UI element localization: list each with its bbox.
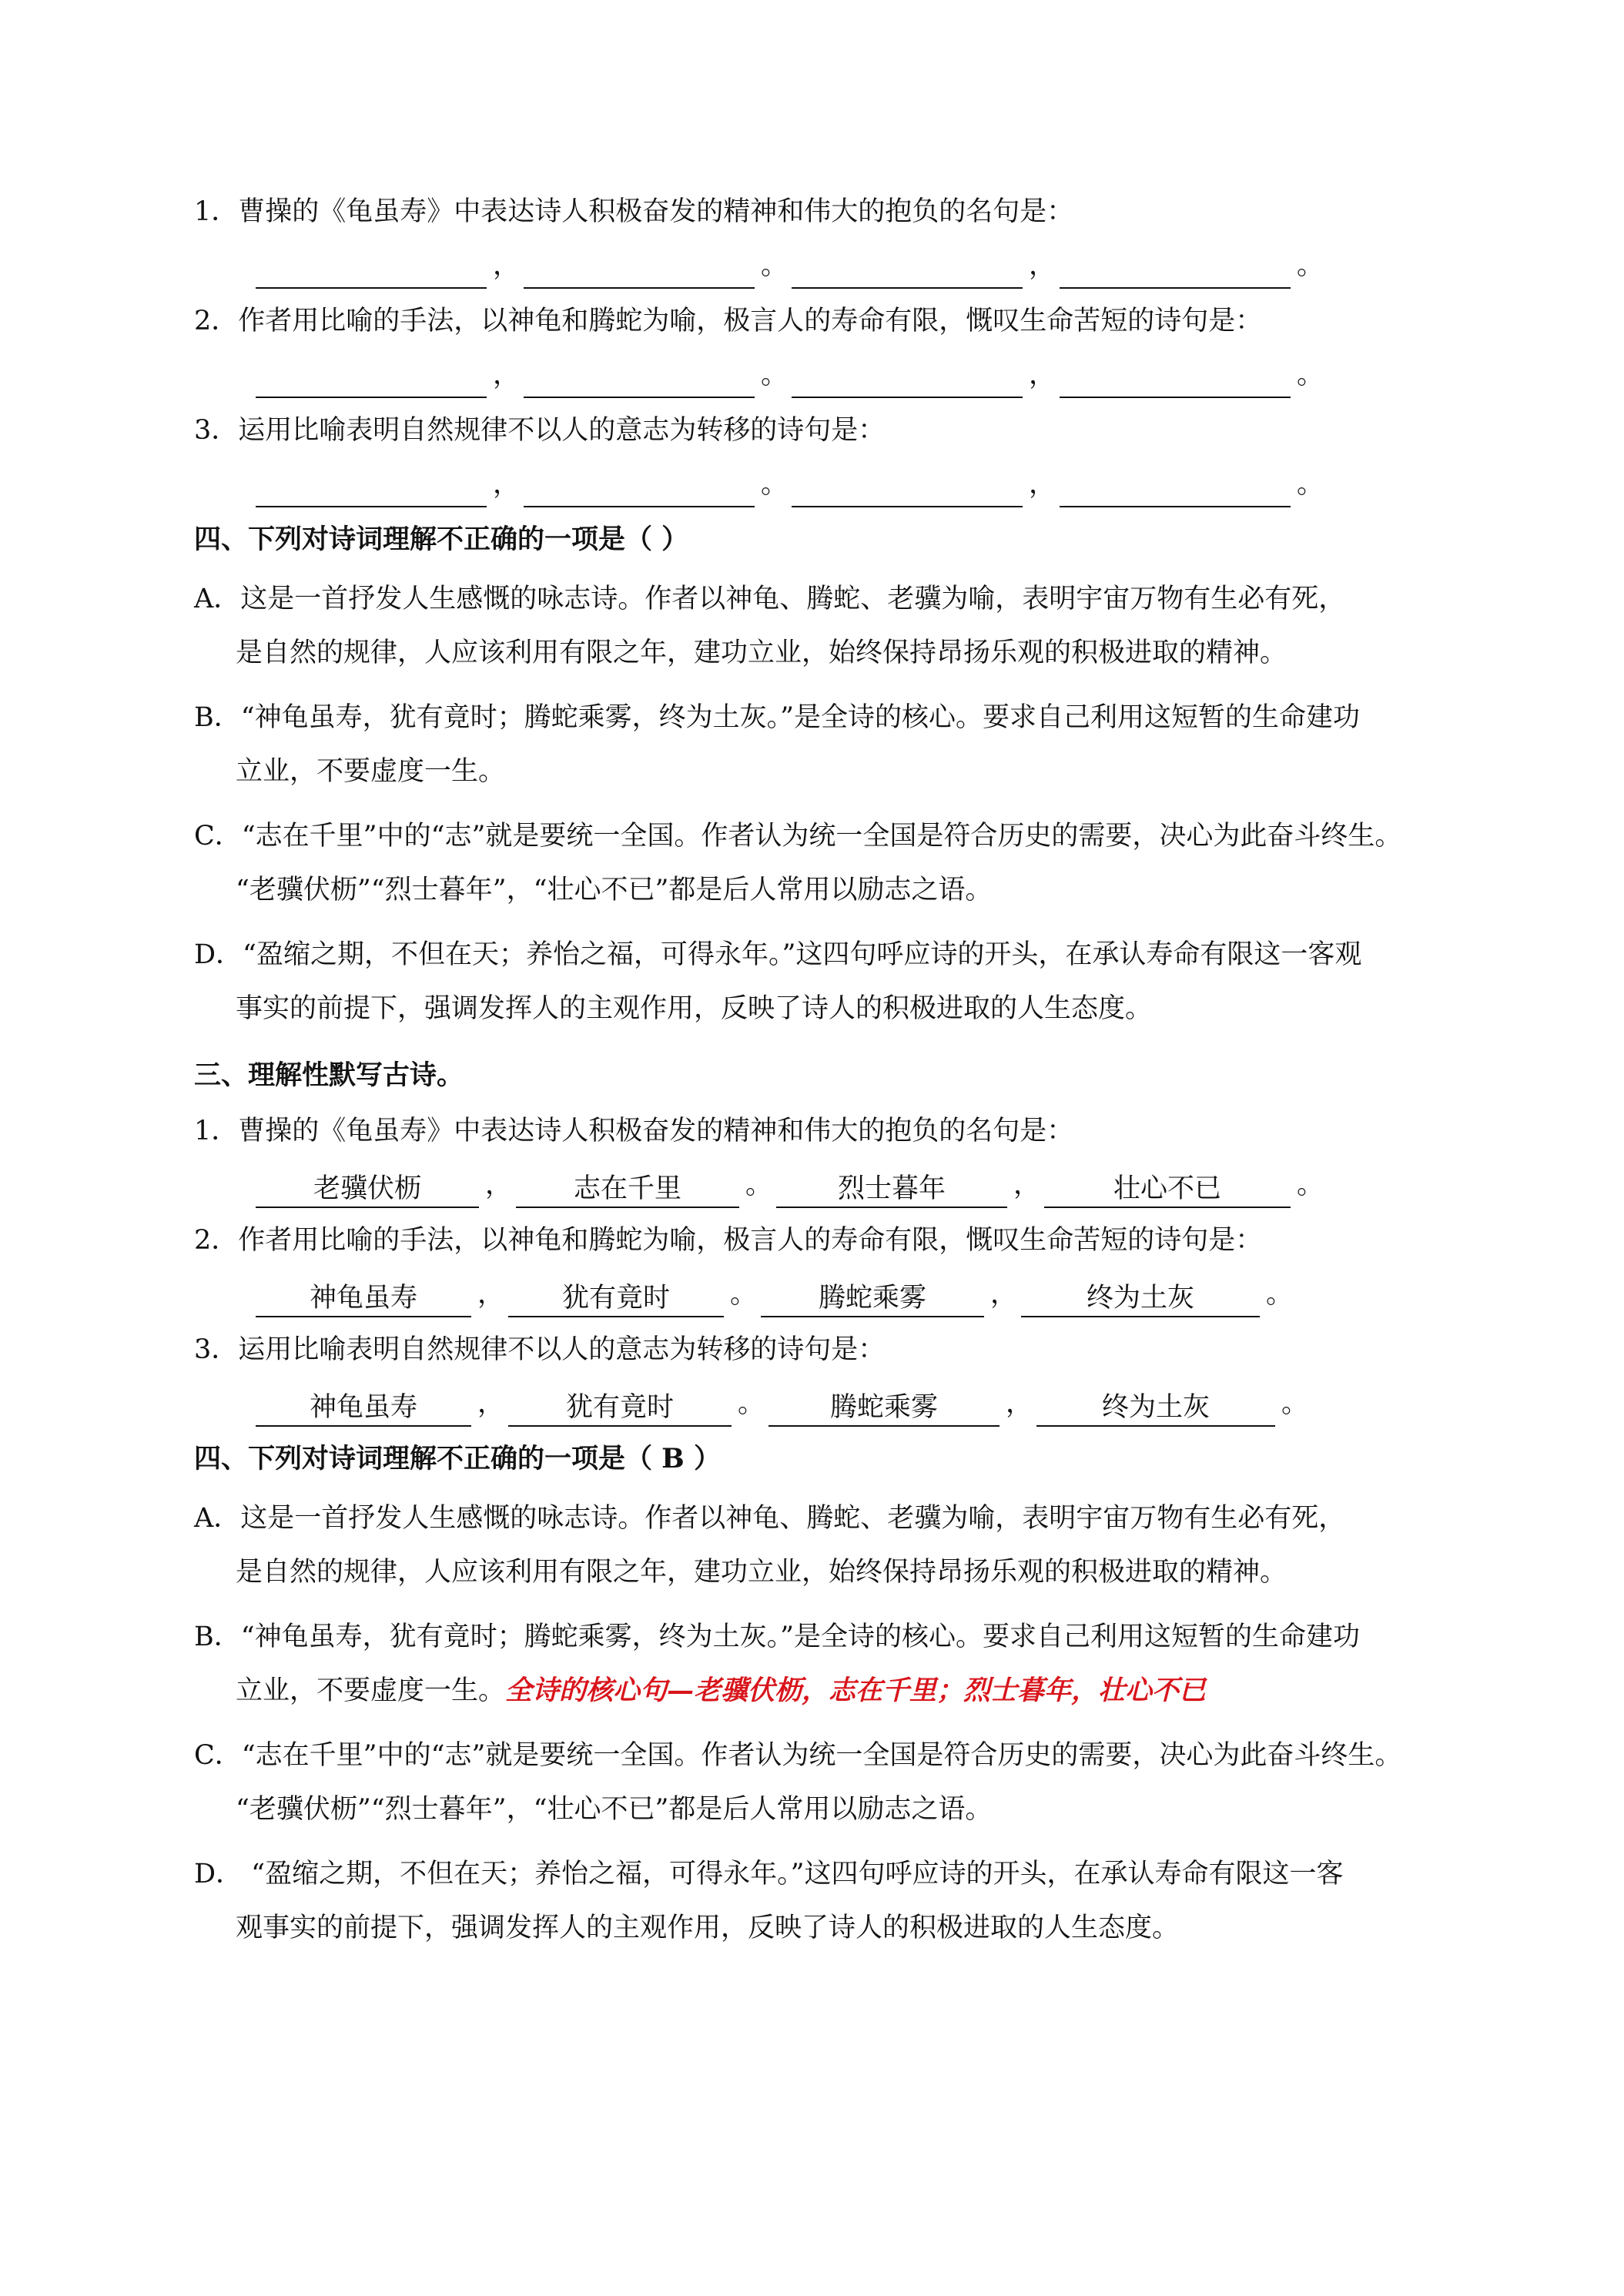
blank[interactable] — [524, 364, 755, 398]
question-2: 2．作者用比喻的手法，以神龟和腾蛇为喻，极言人的寿命有限，慨叹生命苦短的诗句是： — [194, 306, 1263, 336]
answer-option-c-line-2: “老骥伏枥”“烈士暮年”，“壮心不已”都是后人常用以励志之语。 — [236, 1794, 993, 1825]
question-1-blanks — [194, 235, 1457, 289]
blank[interactable] — [256, 255, 487, 289]
blank[interactable] — [1060, 364, 1291, 398]
answer-option-d-line-2: 观事实的前提下，强调发挥人的主观作用，反映了诗人的积极进取的人生态度。 — [236, 1913, 1180, 1943]
answer-fill: 老骥伏枥 — [256, 1171, 479, 1208]
blank[interactable] — [792, 364, 1023, 398]
blank[interactable] — [256, 364, 487, 398]
answer-option-d-line-1: D． “盈缩之期，不但在天；养怡之福，可得永年。”这四句呼应诗的开头，在承认寿命有限这一客 — [194, 1859, 1344, 1889]
punct: ， — [1006, 1388, 1033, 1419]
answer-option-b-line-1: B．“神龟虽寿，犹有竟时；腾蛇乘雾，终为土灰。”是全诗的核心。要求自己利用这短暂的生命建功 — [194, 1622, 1361, 1652]
answer-fill: 终为土灰 — [1021, 1280, 1260, 1317]
punct: ， — [1013, 1170, 1041, 1200]
option-a-line-1: A．这是一首抒发人生感慨的咏志诗。作者以神龟、腾蛇、老骥为喻，表明宇宙万物有生必有死， — [194, 584, 1346, 614]
answer-question-3-fills — [194, 1373, 1457, 1427]
answer-fill: 终为土灰 — [1036, 1390, 1275, 1427]
option-a-line-2: 是自然的规律，人应该利用有限之年，建功立业，始终保持昂扬乐观的积极进取的精神。 — [236, 638, 1287, 668]
answer-fill: 腾蛇乘雾 — [761, 1280, 984, 1317]
option-c-line-1: C．“志在千里”中的“志”就是要统一全国。作者认为统一全国是符合历史的需要，决心为此奋斗终生。 — [194, 821, 1402, 852]
question-1: 1．曹操的《龟虽寿》中表达诗人积极奋发的精神和伟大的抱负的名句是： — [194, 196, 1074, 227]
option-c-line-2: “老骥伏枥”“烈士暮年”，“壮心不已”都是后人常用以励志之语。 — [236, 875, 993, 905]
answer-fill: 志在千里 — [516, 1171, 739, 1208]
section-4-heading: 四、下列对诗词理解不正确的一项是（ ） — [194, 524, 689, 555]
answer-option-b-text: 立业，不要虚度一生。 — [236, 1675, 506, 1706]
answer-option-a-line-2: 是自然的规律，人应该利用有限之年，建功立业，始终保持昂扬乐观的积极进取的精神。 — [236, 1557, 1287, 1588]
punct: ， — [1029, 250, 1056, 281]
punct: ， — [485, 1170, 513, 1200]
punct: 。 — [761, 360, 789, 390]
option-c — [194, 809, 1457, 917]
answer-section-4-heading: 四、下列对诗词理解不正确的一项是（ B ） — [194, 1443, 721, 1474]
punct: 。 — [1297, 250, 1324, 281]
punct: 。 — [738, 1388, 765, 1419]
answer-question-1-fills — [194, 1154, 1457, 1208]
punct: ， — [1029, 360, 1056, 390]
punct: 。 — [1297, 360, 1324, 390]
option-d-line-1: D．“盈缩之期，不但在天；养怡之福，可得永年。”这四句呼应诗的开头，在承认寿命有限这一客观 — [194, 939, 1362, 970]
answer-note: 全诗的核心句—老骥伏枥，志在千里；烈士暮年，壮心不已 — [505, 1675, 1207, 1706]
punct: ， — [493, 250, 521, 281]
answer-fill: 神龟虽寿 — [256, 1390, 471, 1427]
punct: ， — [493, 360, 521, 390]
punct: ， — [990, 1279, 1018, 1310]
answer-fill: 犹有竟时 — [508, 1280, 724, 1317]
answer-option-d — [194, 1847, 1457, 1955]
answer-question-2: 2．作者用比喻的手法，以神龟和腾蛇为喻，极言人的寿命有限，慨叹生命苦短的诗句是： — [194, 1225, 1263, 1256]
answer-fill: 犹有竟时 — [508, 1390, 732, 1427]
punct: 。 — [730, 1279, 758, 1310]
question-3-blanks — [194, 454, 1457, 507]
option-b-line-1: B．“神龟虽寿，犹有竟时；腾蛇乘雾，终为土灰。”是全诗的核心。要求自己利用这短暂的生命建功 — [194, 702, 1361, 733]
blank[interactable] — [524, 474, 755, 507]
answer-question-3: 3．运用比喻表明自然规律不以人的意志为转移的诗句是： — [194, 1334, 886, 1365]
document-page — [194, 189, 1457, 1966]
punct: ， — [1029, 469, 1056, 500]
option-d — [194, 928, 1457, 1036]
blank[interactable] — [256, 474, 487, 507]
punct: ， — [493, 469, 521, 500]
option-a — [194, 572, 1457, 680]
question-2-blanks — [194, 344, 1457, 398]
answer-option-c — [194, 1729, 1457, 1836]
blank[interactable] — [524, 255, 755, 289]
punct: 。 — [761, 250, 789, 281]
blank[interactable] — [792, 474, 1023, 507]
punct: 。 — [1297, 469, 1324, 500]
punct: 。 — [1266, 1279, 1294, 1310]
option-b — [194, 691, 1457, 798]
answer-option-b — [194, 1610, 1457, 1718]
answer-question-1: 1．曹操的《龟虽寿》中表达诗人积极奋发的精神和伟大的抱负的名句是： — [194, 1116, 1074, 1146]
blank[interactable] — [1060, 255, 1291, 289]
section-3-heading: 三、理解性默写古诗。 — [194, 1059, 464, 1091]
punct: 。 — [745, 1170, 773, 1200]
answer-option-a — [194, 1491, 1457, 1599]
punct: ， — [477, 1279, 505, 1310]
blank[interactable] — [792, 255, 1023, 289]
question-3: 3．运用比喻表明自然规律不以人的意志为转移的诗句是： — [194, 415, 886, 446]
answer-option-c-line-1: C．“志在千里”中的“志”就是要统一全国。作者认为统一全国是符合历史的需要，决心为此奋斗终生。 — [194, 1740, 1402, 1771]
answer-fill: 壮心不已 — [1044, 1171, 1291, 1208]
option-d-line-2: 事实的前提下，强调发挥人的主观作用，反映了诗人的积极进取的人生态度。 — [236, 993, 1153, 1024]
answer-fill: 腾蛇乘雾 — [768, 1390, 1000, 1427]
answer-option-b-line-2 — [194, 1664, 1457, 1718]
punct: 。 — [1281, 1388, 1309, 1419]
punct: 。 — [1297, 1170, 1324, 1200]
punct: 。 — [761, 469, 789, 500]
answer-option-a-line-1: A．这是一首抒发人生感慨的咏志诗。作者以神龟、腾蛇、老骥为喻，表明宇宙万物有生必有死， — [194, 1503, 1346, 1534]
blank[interactable] — [1060, 474, 1291, 507]
answer-question-2-fills — [194, 1263, 1457, 1317]
answer-fill: 神龟虽寿 — [256, 1280, 471, 1317]
punct: ， — [477, 1388, 505, 1419]
answer-fill: 烈士暮年 — [776, 1171, 1007, 1208]
option-b-line-2: 立业，不要虚度一生。 — [236, 756, 506, 787]
